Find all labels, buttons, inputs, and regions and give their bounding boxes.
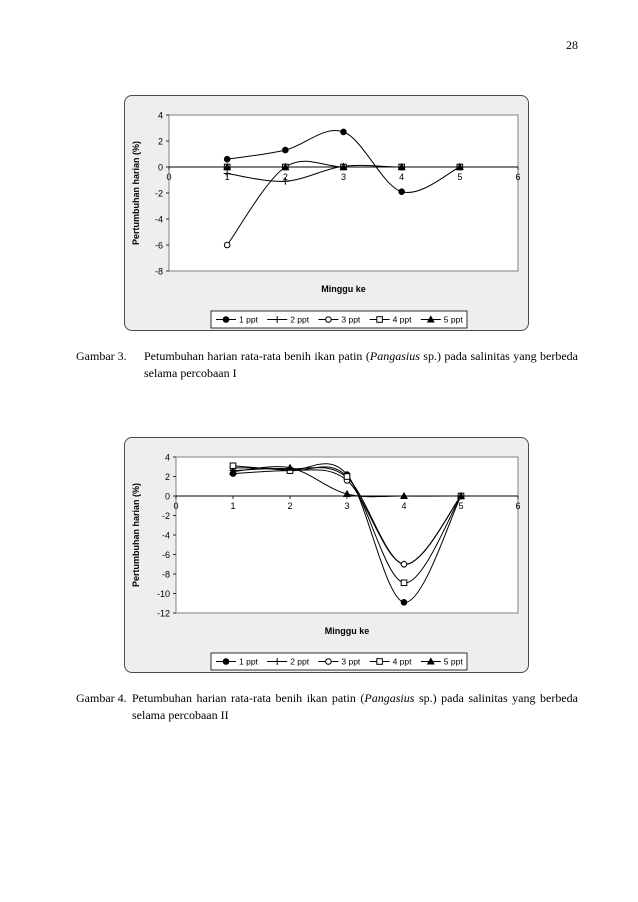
x-tick-label: 5 xyxy=(458,501,464,511)
legend-label: 5 ppt xyxy=(443,656,463,667)
data-point xyxy=(401,580,407,586)
data-point xyxy=(224,242,230,248)
caption-1 xyxy=(76,348,578,382)
x-tick-label: 3 xyxy=(340,172,347,182)
data-point xyxy=(344,474,350,480)
chart-1-svg xyxy=(125,96,528,330)
x-tick-label: 0 xyxy=(173,501,179,511)
y-tick-label: 2 xyxy=(164,472,170,482)
x-tick-label: 1 xyxy=(224,172,230,182)
legend-label: 4 ppt xyxy=(392,656,412,667)
y-axis-label: Pertumbuhan harian (%) xyxy=(131,140,141,246)
caption-1-text: Petumbuhan harian rata-rata benih ikan patin (Pangasius sp.) pada salinitas yang berbeda selama percobaan I xyxy=(144,349,578,380)
chart-2-svg xyxy=(125,438,528,672)
y-tick-label: -4 xyxy=(161,530,170,541)
x-tick-label: 6 xyxy=(515,172,521,182)
legend-marker xyxy=(377,659,383,665)
data-point xyxy=(224,156,230,162)
y-tick-label: 4 xyxy=(164,452,170,463)
y-tick-label: 0 xyxy=(157,162,163,173)
y-tick-label: -4 xyxy=(154,214,163,225)
data-point xyxy=(399,189,405,195)
y-tick-label: -2 xyxy=(161,511,170,521)
plot-area xyxy=(169,115,521,271)
legend-label: 1 ppt xyxy=(239,314,258,325)
legend-label: 1 ppt xyxy=(239,656,258,667)
y-axis-label: Pertumbuhan harian (%) xyxy=(131,482,141,588)
x-tick-label: 4 xyxy=(399,172,405,182)
x-axis-label: Minggu ke xyxy=(321,284,366,294)
legend-marker xyxy=(223,659,229,665)
caption-1-label: Gambar 3. xyxy=(76,349,127,363)
y-tick-label: -12 xyxy=(156,608,170,619)
x-tick-label: 4 xyxy=(401,501,407,511)
legend-label: 4 ppt xyxy=(392,314,412,325)
caption-2 xyxy=(76,690,578,724)
x-tick-label: 1 xyxy=(230,501,236,511)
legend-label: 3 ppt xyxy=(341,656,361,667)
y-tick-label: -8 xyxy=(161,569,170,580)
chart-2 xyxy=(124,437,529,673)
x-tick-label: 5 xyxy=(457,172,463,182)
data-point xyxy=(401,599,407,605)
data-point xyxy=(341,129,347,135)
caption-2-label: Gambar 4. xyxy=(76,691,127,705)
legend-marker xyxy=(223,317,229,323)
y-tick-label: -8 xyxy=(154,266,163,277)
legend-marker xyxy=(326,317,332,323)
caption-2-text: Petumbuhan harian rata-rata benih ikan patin (Pangasius sp.) pada salinitas yang berbeda selama percobaan II xyxy=(132,691,578,722)
y-tick-label: 0 xyxy=(164,491,170,502)
y-tick-label: -6 xyxy=(161,550,170,560)
legend-label: 2 ppt xyxy=(290,314,310,325)
y-tick-label: -2 xyxy=(154,188,163,199)
data-point xyxy=(401,561,407,567)
x-tick-label: 6 xyxy=(515,501,521,511)
x-tick-label: 3 xyxy=(344,501,350,511)
legend-label: 3 ppt xyxy=(341,314,361,325)
y-tick-label: -10 xyxy=(156,589,170,599)
y-tick-label: 4 xyxy=(157,110,163,121)
y-tick-label: 2 xyxy=(157,136,163,147)
x-tick-label: 0 xyxy=(166,172,172,182)
data-point xyxy=(283,147,289,153)
legend-marker xyxy=(377,317,383,323)
page-number: 28 xyxy=(566,38,578,52)
x-axis-label: Minggu ke xyxy=(324,626,370,636)
x-tick-label: 2 xyxy=(282,172,288,182)
legend-label: 5 ppt xyxy=(443,314,463,325)
legend-marker xyxy=(326,659,332,665)
x-tick-label: 2 xyxy=(287,501,293,511)
legend-label: 2 ppt xyxy=(290,656,310,667)
y-tick-label: -6 xyxy=(154,240,163,251)
chart-1 xyxy=(124,95,529,331)
